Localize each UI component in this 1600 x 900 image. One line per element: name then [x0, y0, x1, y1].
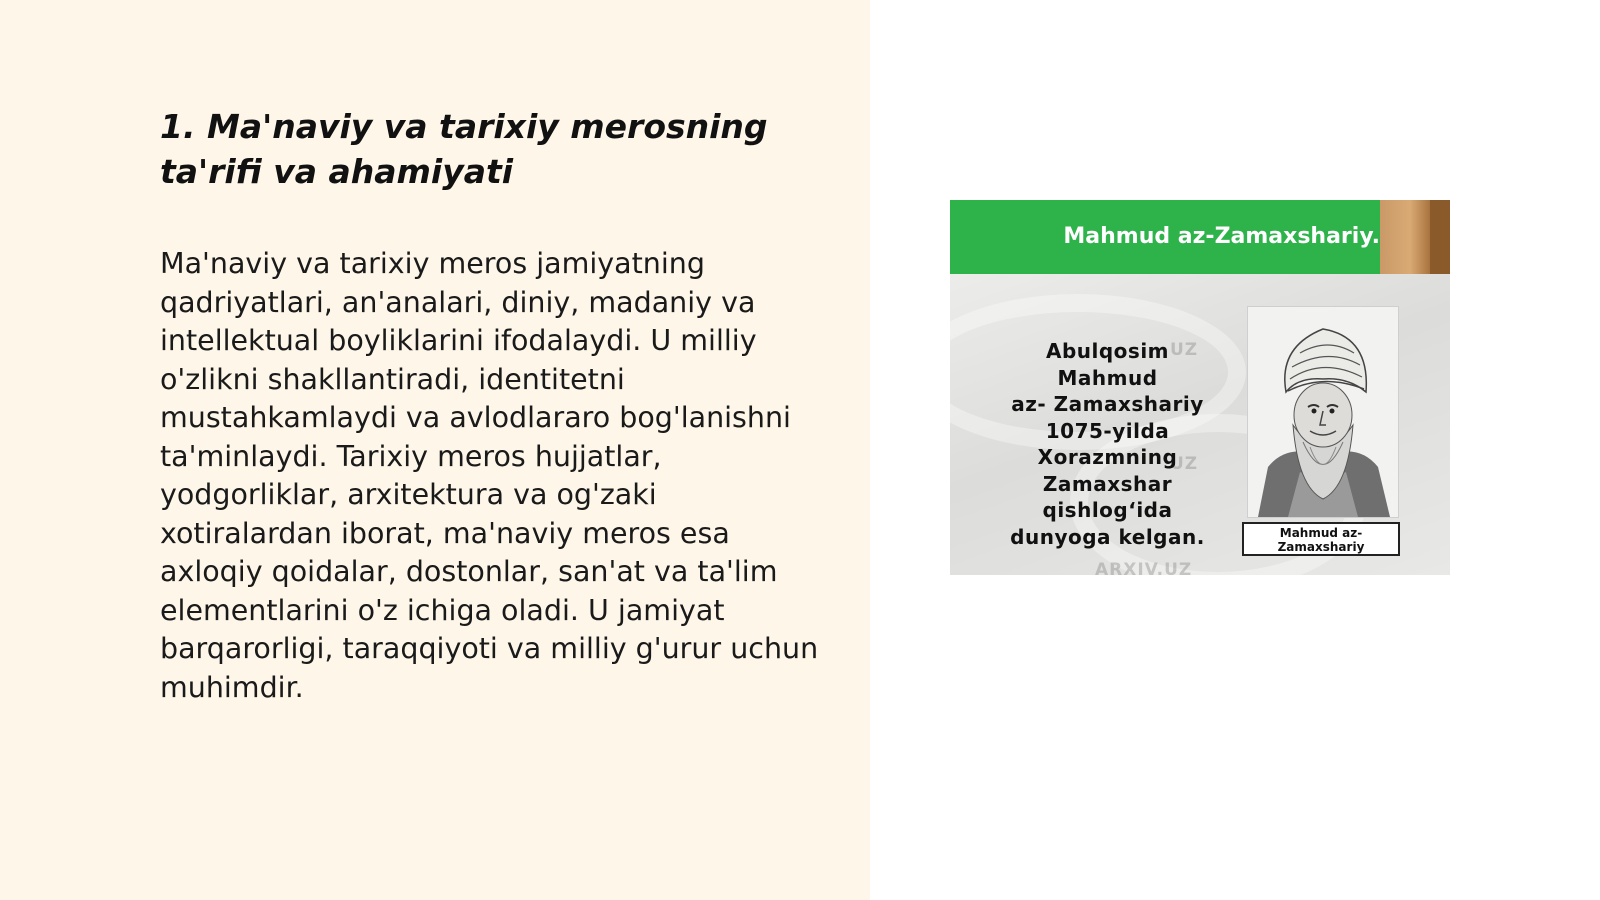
- slide-title: [160, 104, 820, 194]
- image-header-text: Mahmud az-Zamaxshariy.: [1063, 224, 1380, 249]
- watermark: ARXIV.UZ: [1095, 560, 1193, 575]
- slide-title-line-2: ta'rifi va ahamiyati: [160, 152, 514, 191]
- portrait-drawing: [1247, 306, 1399, 518]
- body-paragraph: Ma'naviy va tarixiy meros jamiyatning qadriyatlari, an'analari, diniy, madaniy va intellektual boyliklarini ifodalaydi. U milliy o'zlikni shakllantiradi, identitetni mustahkamlaydi va avlodlararo bog'lanishni ta'minlaydi. Tarixiy meros hujjatlar, yodgorliklar, arxitektura va og'zaki xotiralardan iborat, ma'naviy meros esa axloqiy qoidalar, dostonlar, san'at va ta'lim elementlarini o'z ichiga oladi. U jamiyat barqarorligi, taraqqiyoti va milliy g'urur uchun muhimdir.: [160, 247, 819, 704]
- zamaxshariy-image: [950, 200, 1450, 575]
- caption-line: Abulqosim: [1045, 339, 1170, 363]
- portrait-label-line-1: Mahmud az-: [1279, 526, 1363, 540]
- caption-line: Xorazmning: [1037, 445, 1178, 469]
- portrait-illustration: [1248, 307, 1398, 517]
- image-caption: [1000, 338, 1215, 550]
- caption-line: qishlog‘ida: [1042, 498, 1173, 522]
- portrait-label-line-2: Zamaxshariy: [1277, 540, 1365, 554]
- image-header-banner: [950, 200, 1380, 274]
- caption-line: dunyoga kelgan.: [1010, 524, 1205, 549]
- watermark: UZ: [1170, 454, 1199, 474]
- watermark: UZ: [1170, 340, 1199, 360]
- caption-line: Zamaxshar: [1042, 471, 1173, 496]
- book-edge-decoration: [1380, 200, 1430, 274]
- slide-title-line-1: 1. Ma'naviy va tarixiy merosning: [160, 107, 768, 146]
- portrait-label: [1242, 522, 1400, 556]
- caption-line: az- Zamaxshariy: [1011, 392, 1204, 416]
- book-spine-decoration: [1430, 200, 1450, 274]
- caption-line: 1075-yilda: [1045, 418, 1170, 443]
- caption-line: Mahmud: [1057, 365, 1158, 390]
